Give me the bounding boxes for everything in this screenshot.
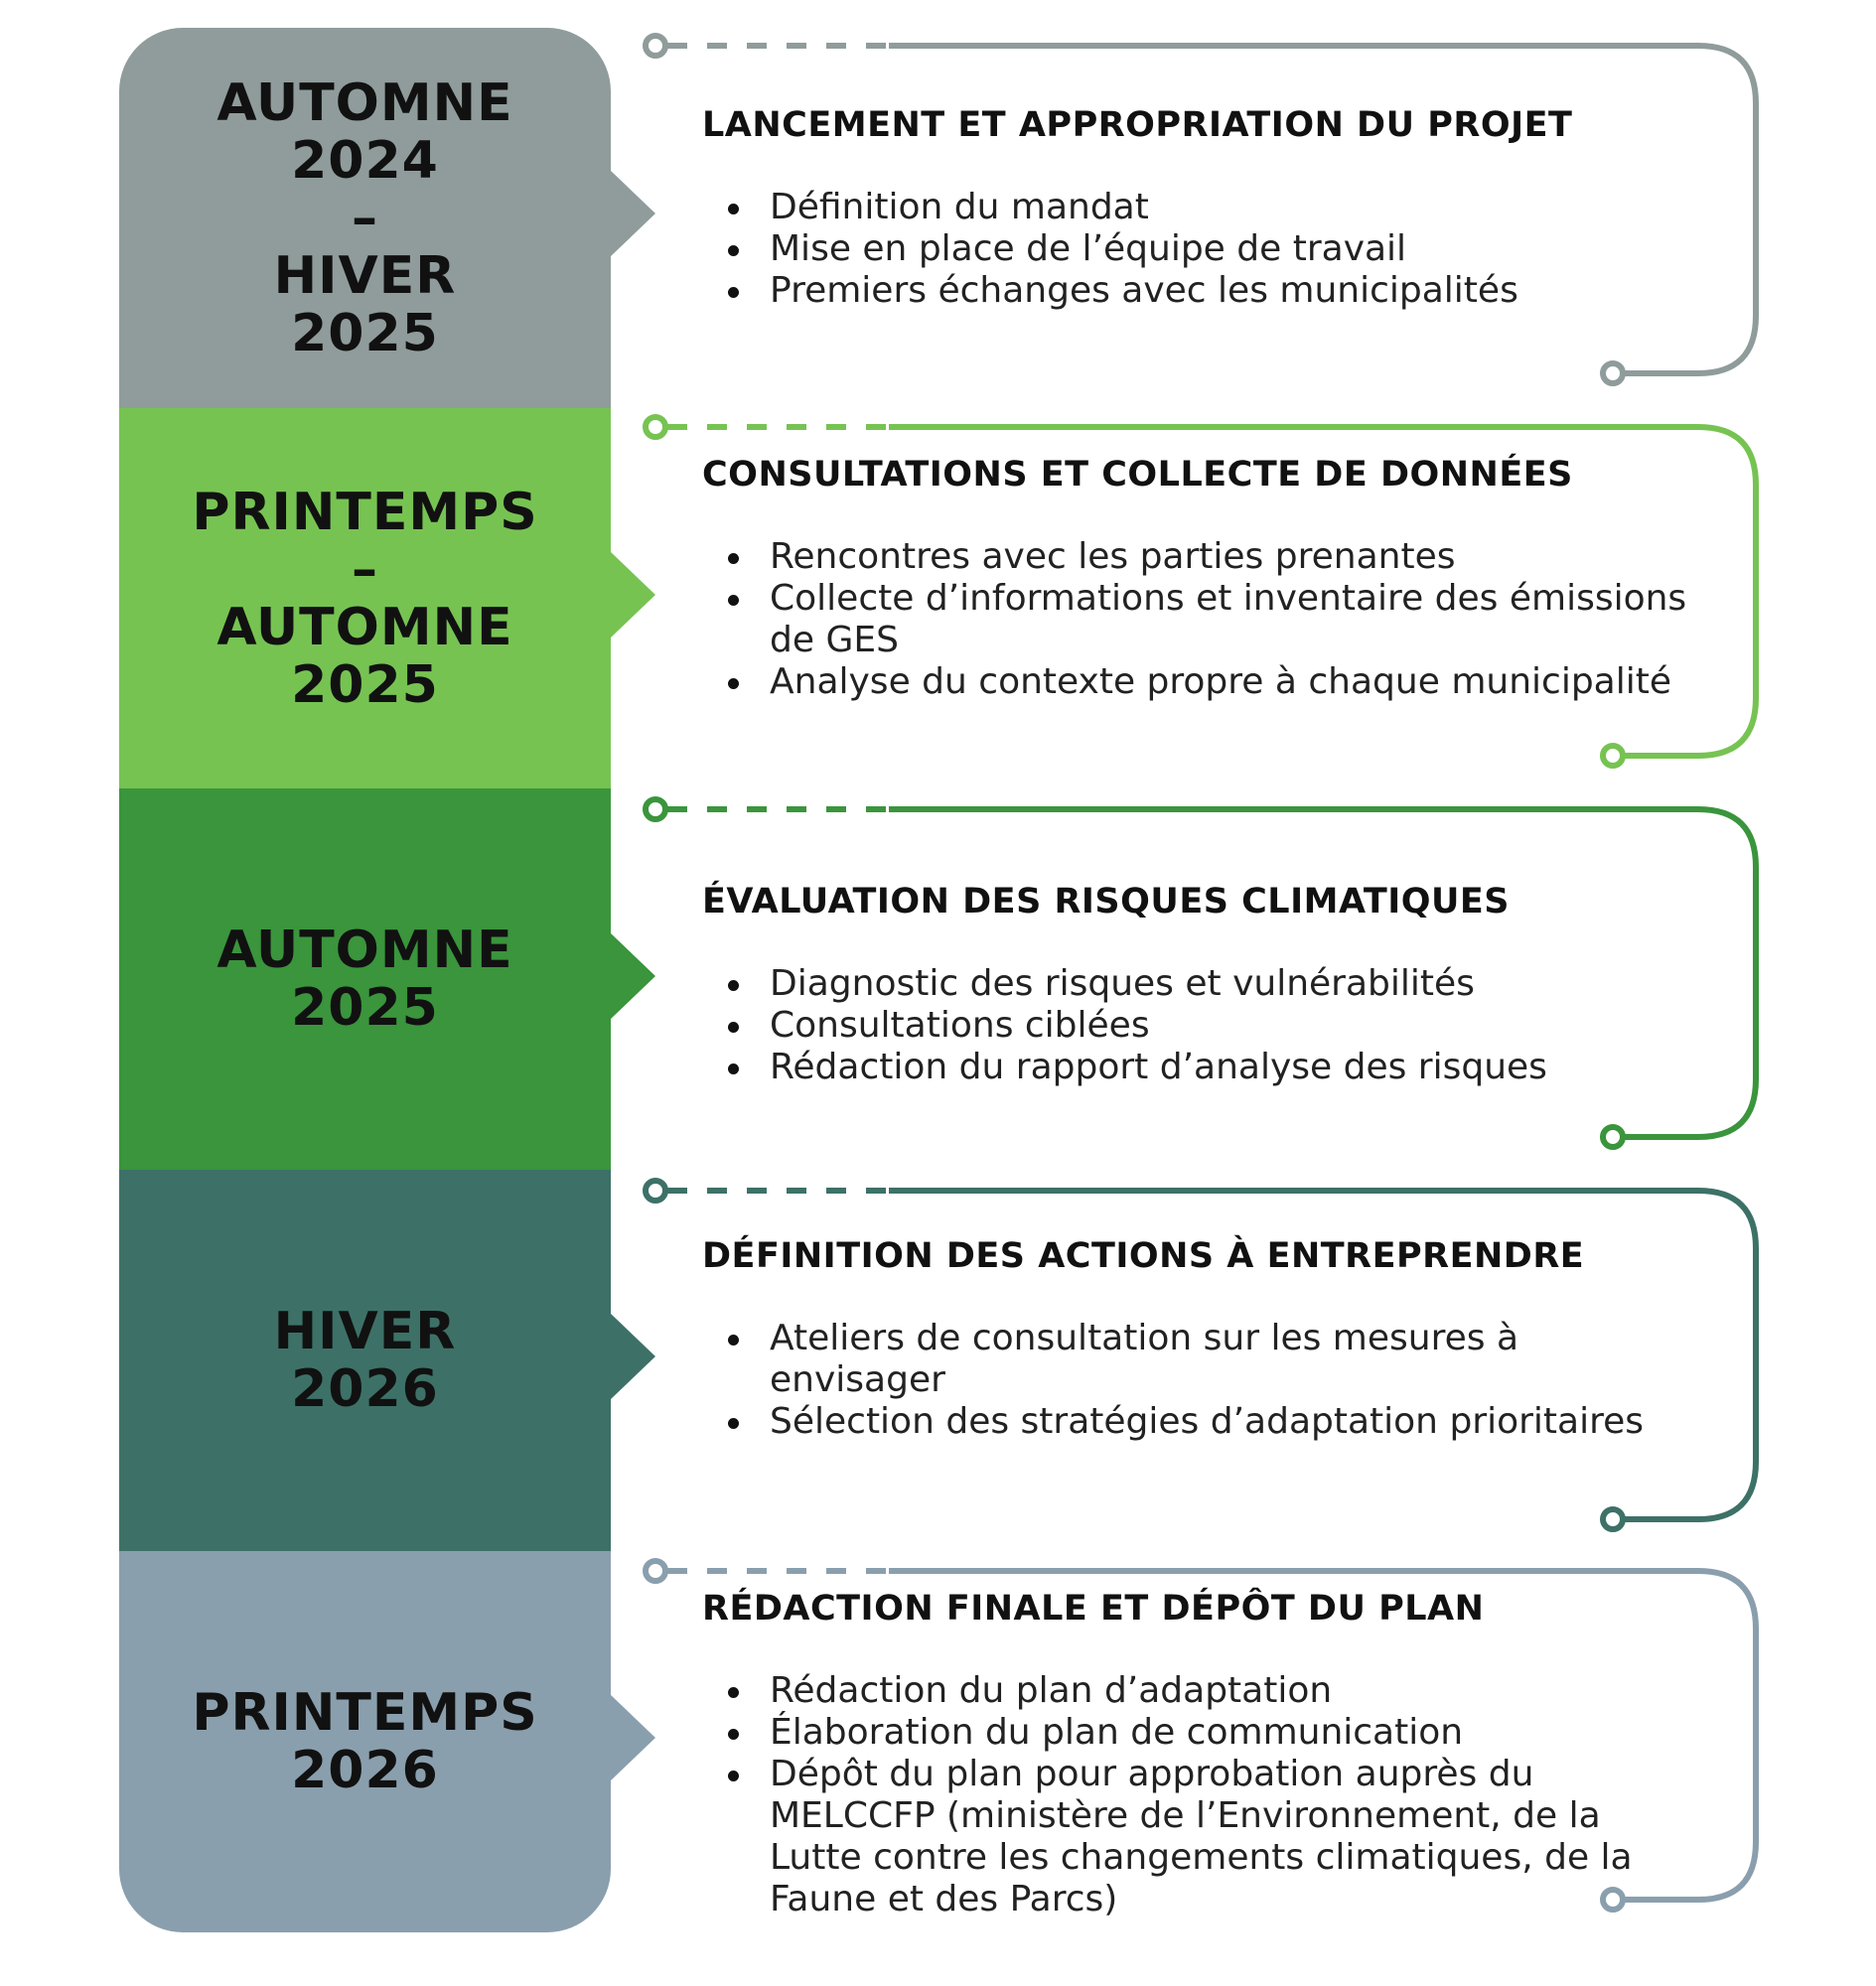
task-item: Rédaction du plan d’adaptation [702, 1670, 1695, 1712]
task-item: Consultations ciblées [702, 1005, 1695, 1047]
phase-title: DÉFINITION DES ACTIONS À ENTREPRENDRE [702, 1236, 1585, 1276]
task-item: Élaboration du plan de communication [702, 1712, 1695, 1754]
task-item: Mise en place de l’équipe de travail [702, 228, 1695, 270]
arrow-pointer [610, 1313, 655, 1400]
period-line: AUTOMNE [216, 921, 513, 980]
task-list [702, 187, 1695, 312]
period-line: 2026 [291, 1359, 439, 1419]
phase-content [702, 105, 1695, 312]
connector-node [646, 799, 665, 819]
period-line: 2024 [291, 130, 439, 191]
task-item: Rencontres avec les parties prenantes [702, 536, 1695, 578]
phase-title: LANCEMENT ET APPROPRIATION DU PROJET [702, 105, 1573, 145]
task-item: Ateliers de consultation sur les mesures à envisager [702, 1318, 1695, 1401]
task-item: Sélection des stratégies d’adaptation prioritaires [702, 1401, 1695, 1443]
connector-node [646, 417, 665, 437]
phase-content [702, 882, 1695, 1088]
period-line: 2025 [291, 978, 439, 1038]
period-line: HIVER [273, 1302, 457, 1361]
period-line: AUTOMNE [216, 72, 513, 133]
arrow-pointer [610, 170, 655, 257]
phase-title: ÉVALUATION DES RISQUES CLIMATIQUES [702, 882, 1511, 922]
task-item: Dépôt du plan pour approbation auprès du MELCCFP (ministère de l’Environnement, de la Lutte contre les changements climatiques, de la Faune et des Parcs) [702, 1754, 1695, 1920]
task-item: Collecte d’informations et inventaire des émissions de GES [702, 578, 1695, 661]
period-line: 2026 [291, 1741, 439, 1800]
period-line: PRINTEMPS [192, 1683, 538, 1743]
phase-title: RÉDACTION FINALE ET DÉPÔT DU PLAN [702, 1589, 1485, 1629]
arrow-pointer [610, 932, 655, 1020]
connector-node [1603, 746, 1623, 766]
phase-title: CONSULTATIONS ET COLLECTE DE DONNÉES [702, 455, 1573, 495]
connector-node [646, 36, 665, 56]
task-item: Diagnostic des risques et vulnérabilités [702, 963, 1695, 1005]
task-list [702, 1318, 1695, 1443]
task-list [702, 536, 1695, 703]
arrow-pointer [610, 551, 655, 638]
task-item: Premiers échanges avec les municipalités [702, 270, 1695, 312]
task-item: Analyse du contexte propre à chaque municipalité [702, 661, 1695, 703]
phase-content [702, 455, 1695, 703]
period-line: PRINTEMPS [192, 482, 538, 542]
task-item: Définition du mandat [702, 187, 1695, 228]
arrow-pointer [610, 1694, 655, 1781]
period-line: AUTOMNE [216, 597, 513, 657]
connector-node [646, 1181, 665, 1201]
period-line: 2025 [291, 303, 439, 363]
connector-node [1603, 1127, 1623, 1147]
period-line: – [351, 539, 378, 600]
phase-content [702, 1589, 1695, 1920]
period-line: 2025 [291, 654, 439, 715]
task-list [702, 1670, 1695, 1920]
connector-node [1603, 1509, 1623, 1529]
task-item: Rédaction du rapport d’analyse des risques [702, 1047, 1695, 1088]
period-line: HIVER [273, 245, 457, 306]
task-list [702, 963, 1695, 1088]
connector-node [1603, 363, 1623, 383]
phase-content [702, 1236, 1695, 1443]
period-line: – [352, 188, 378, 248]
connector-node [646, 1561, 665, 1581]
